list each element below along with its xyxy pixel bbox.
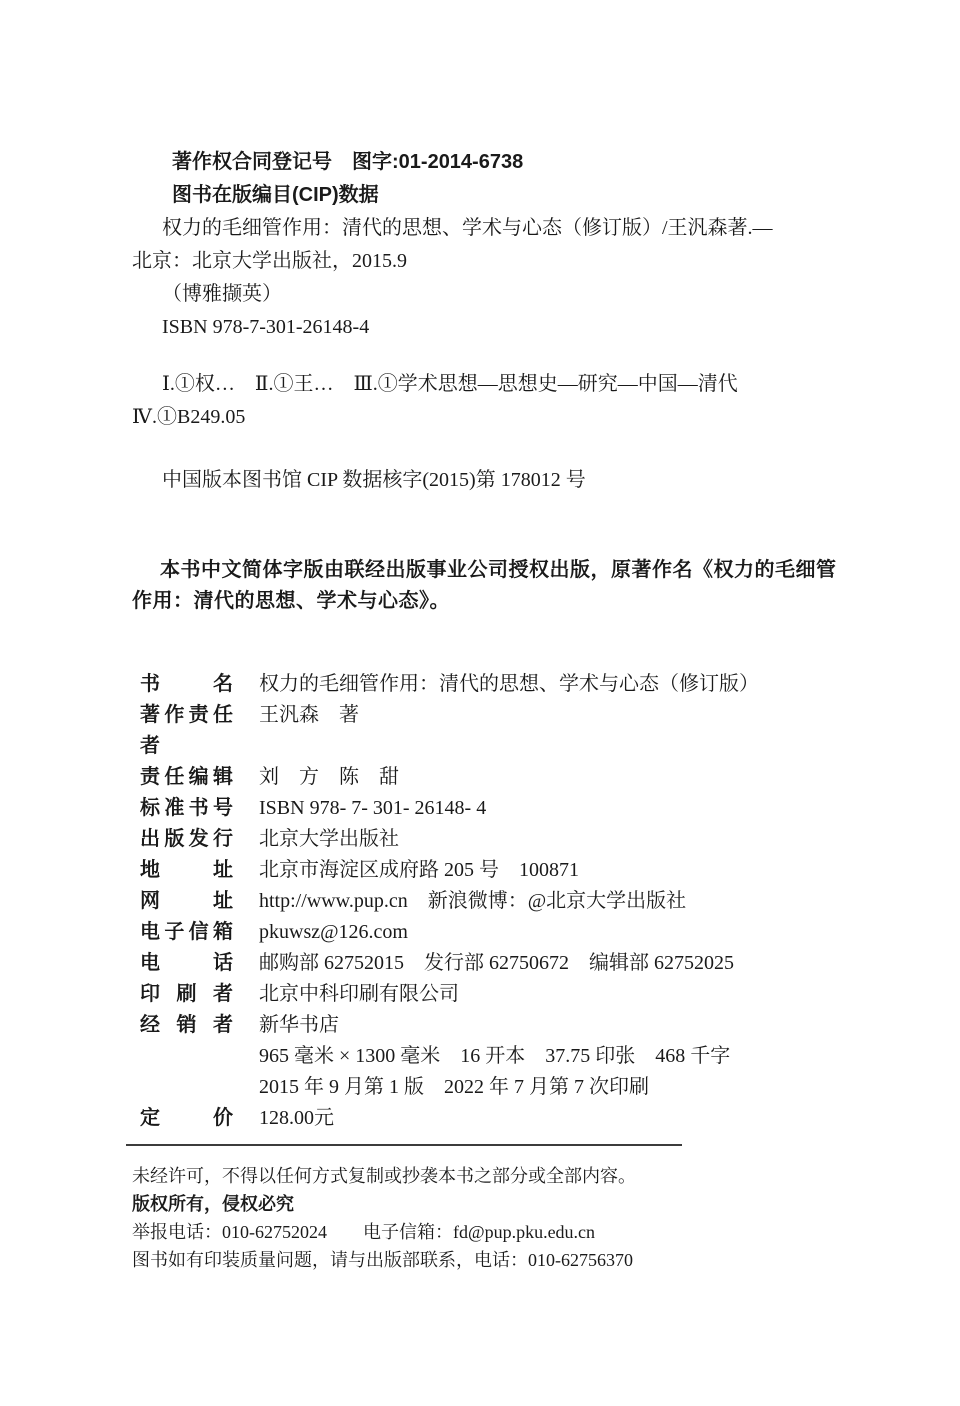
colophon-row <box>140 1010 840 1041</box>
colophon-label: 书名 <box>140 673 233 695</box>
cip-classification-line-1: Ⅰ.①权… Ⅱ.①王… Ⅲ.①学术思想—思想史—研究—中国—清代 <box>162 373 738 395</box>
colophon-row <box>140 917 840 948</box>
colophon-row <box>140 1103 840 1134</box>
colophon-value: 刘 方 陈 甜 <box>259 766 399 788</box>
colophon-value: 北京市海淀区成府路 205 号 100871 <box>259 859 579 881</box>
notice-quality: 图书如有印装质量问题，请与出版部联系，电话：010-62756370 <box>132 1250 633 1270</box>
license-note <box>132 555 838 617</box>
colophon-label: 地址 <box>140 859 233 881</box>
colophon-row <box>140 948 840 979</box>
colophon-label: 标准书号 <box>140 797 233 819</box>
colophon-row <box>140 824 840 855</box>
colophon-label: 网址 <box>140 890 233 912</box>
cip-record-line: 中国版本图书馆 CIP 数据核字(2015)第 178012 号 <box>162 469 586 491</box>
colophon-value: pkuwsz@126.com <box>259 921 408 943</box>
colophon-value: http://www.pup.cn 新浪微博：@北京大学出版社 <box>259 890 687 912</box>
colophon-value: 王汎森 著 <box>259 704 359 726</box>
notice-rights: 版权所有，侵权必究 <box>132 1194 294 1214</box>
notice-report: 举报电话：010-62752024 电子信箱：fd@pup.pku.edu.cn <box>132 1222 596 1242</box>
colophon-label: 出版发行 <box>140 828 233 850</box>
cip-entry-line-1: 权力的毛细管作用：清代的思想、学术与心态（修订版）/王汎森著.— <box>162 217 773 239</box>
colophon-label: 印刷者 <box>140 983 233 1005</box>
colophon-row <box>140 979 840 1010</box>
colophon-table <box>132 669 840 1134</box>
colophon-row <box>140 1072 840 1103</box>
colophon-row <box>140 855 840 886</box>
colophon-row <box>140 669 840 700</box>
colophon-value: 邮购部 62752015 发行部 62750672 编辑部 62752025 <box>259 952 734 974</box>
colophon-value: 北京中科印刷有限公司 <box>259 983 459 1005</box>
colophon-row <box>140 700 840 762</box>
cip-data-header: 图书在版编目(CIP)数据 <box>172 184 379 206</box>
colophon-value: 新华书店 <box>259 1014 339 1036</box>
cip-series-line: （博雅撷英） <box>162 283 282 305</box>
registration-line: 著作权合同登记号 图字:01-2014-6738 <box>172 151 524 173</box>
colophon-row <box>140 762 840 793</box>
notice-no-copy: 未经许可，不得以任何方式复制或抄袭本书之部分或全部内容。 <box>132 1166 636 1186</box>
cip-classification-line-2: Ⅳ.①B249.05 <box>132 406 246 428</box>
colophon-value: 128.00元 <box>259 1107 334 1129</box>
colophon-row <box>140 793 840 824</box>
colophon-value: 2015 年 9 月第 1 版 2022 年 7 月第 7 次印刷 <box>259 1076 649 1098</box>
colophon-label: 定价 <box>140 1107 233 1129</box>
colophon-label: 经销者 <box>140 1014 233 1036</box>
colophon-row <box>140 1041 840 1072</box>
divider-rule <box>126 1144 682 1146</box>
notices-section <box>132 1162 840 1274</box>
cip-entry-line-2: 北京：北京大学出版社，2015.9 <box>132 250 407 272</box>
cip-section <box>132 146 840 497</box>
colophon-label: 电话 <box>140 952 233 974</box>
colophon-value: ISBN 978- 7- 301- 26148- 4 <box>259 797 487 819</box>
colophon-label: 电子信箱 <box>140 921 233 943</box>
colophon-label: 责任编辑 <box>140 766 233 788</box>
colophon-value: 权力的毛细管作用：清代的思想、学术与心态（修订版） <box>259 673 759 695</box>
license-paragraph: 本书中文简体字版由联经出版事业公司授权出版，原著作名《权力的毛细管作用：清代的思想、学术与心态》。 <box>132 559 837 612</box>
colophon-value: 965 毫米 × 1300 毫米 16 开本 37.75 印张 468 千字 <box>259 1045 731 1067</box>
cip-isbn-line: ISBN 978-7-301-26148-4 <box>162 316 370 338</box>
colophon-row <box>140 886 840 917</box>
colophon-label: 著作责任者 <box>140 704 233 757</box>
colophon-value: 北京大学出版社 <box>259 828 399 850</box>
